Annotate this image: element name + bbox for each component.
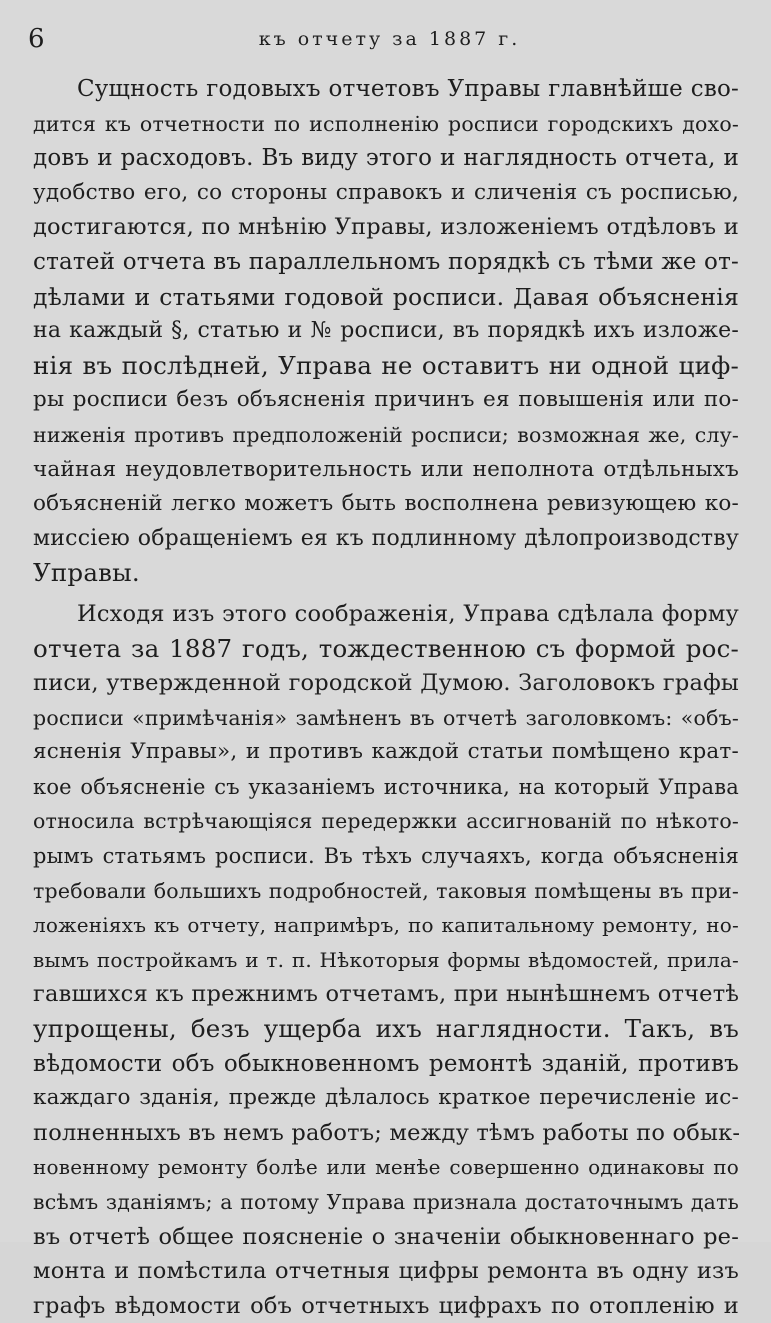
text-line: монта и помѣстила отчетныя цифры ремонта въ одну изъ [33,1258,739,1285]
body-text [33,72,739,1323]
text-line: рымъ статьямъ росписи. Въ тѣхъ случаяхъ, когда объясненія [33,844,739,869]
text-line: всѣмъ зданіямъ; а потому Управа признала достаточнымъ дать [33,1190,739,1214]
text-line: въ отчетѣ общее поясненіе о значеніи обыкновеннаго ре- [33,1223,739,1250]
text-line: относила встрѣчающіяся передержки ассигнованій по нѣкото- [33,809,739,834]
text-line: полненныхъ въ немъ работъ; между тѣмъ работы по обык- [33,1119,741,1146]
text-line: росписи «примѣчанія» замѣненъ въ отчетѣ заголовкомъ: «объ- [33,705,739,730]
text-line: миссіею обращеніемъ ея къ подлинному дѣлопроизводству [33,525,739,551]
text-line: объясненій легко можетъ быть восполнена ревизующею ко- [33,491,739,517]
text-line: требовали большихъ подробностей, таковыя помѣщены въ при- [33,878,739,903]
text-line: достигаются, по мнѣнію Управы, изложеніемъ отдѣловъ и [33,214,739,241]
text-line: довъ и расходовъ. Въ виду этого и наглядность отчета, и [33,145,739,172]
text-line: гавшихся къ прежнимъ отчетамъ, при нынѣшнемъ отчетѣ [33,981,740,1008]
text-line: ясненія Управы», и противъ каждой статьи помѣщено крат- [33,739,739,765]
running-title: къ отчету за 1887 г. [258,28,521,50]
paragraph [33,597,739,1323]
text-line: новенному ремонту болѣе или менѣе совершенно одинаковы по [33,1155,739,1180]
page-number: 6 [28,24,46,54]
page-header [28,24,731,54]
text-line: упрощены, безъ ущерба ихъ наглядности. Такъ, въ [33,1014,739,1044]
text-line: ложеніяхъ къ отчету, напримѣръ, по капитальному ремонту, но- [33,913,739,938]
text-line: дѣлами и статьями годовой росписи. Давая объясненія [33,282,739,311]
text-line: вымъ постройкамъ и т. п. Нѣкоторыя формы вѣдомостей, прила- [33,947,739,972]
text-line: каждаго зданія, прежде дѣлалось краткое перечисленіе ис- [33,1085,739,1111]
text-line: ры росписи безъ объясненія причинъ ея повышенія или по- [33,387,739,413]
text-line: вѣдомости объ обыкновенномъ ремонтѣ зданій, противъ [33,1050,739,1077]
text-line: графъ вѣдомости объ отчетныхъ цифрахъ по отопленію и [33,1292,739,1319]
text-line: на каждый §, статью и № росписи, въ порядкѣ ихъ изложе- [33,318,739,344]
text-line: Управы. [33,558,140,588]
text-line: отчета за 1887 годъ, тождественною съ формой рос- [33,633,739,663]
text-line: дится къ отчетности по исполненію росписи городскихъ дохо- [33,111,739,136]
text-line: нія въ послѣдней, Управа не оставитъ ни одной циф- [33,350,739,380]
text-line: ниженія противъ предположеній росписи; возможная же, слу- [33,422,739,447]
text-line: кое объясненіе съ указаніемъ источника, на который Управа [33,774,739,799]
text-line: Исходя изъ этого соображенія, Управа сдѣлала форму [77,600,739,627]
paragraph [33,72,739,591]
text-line: удобство его, со стороны справокъ и сличенія съ росписью, [33,179,739,205]
text-line: статей отчета въ параллельномъ порядкѣ съ тѣми же от- [33,248,739,275]
text-line: Сущность годовыхъ отчетовъ Управы главнѣйше сво- [77,76,739,102]
text-line: писи, утвержденной городской Думою. Заголовокъ графы [33,670,739,697]
text-line: чайная неудовлетворительность или неполнота отдѣльныхъ [33,456,739,482]
